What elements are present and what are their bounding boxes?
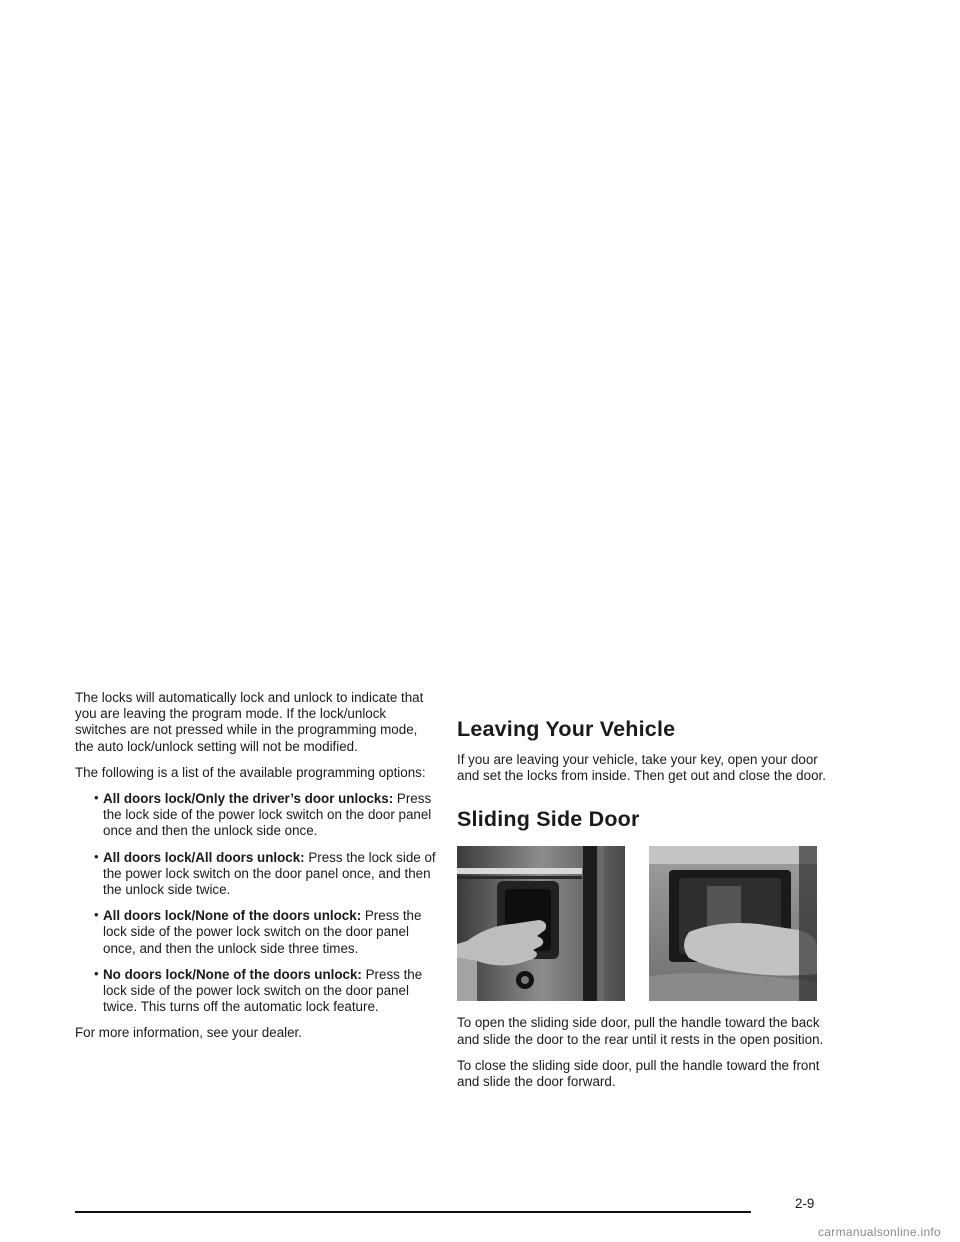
list-item: [75, 791, 437, 840]
dealer-paragraph: For more information, see your dealer.: [75, 1025, 302, 1041]
bullet-icon: •: [94, 965, 99, 981]
sliding-door-heading: Sliding Side Door: [457, 807, 640, 832]
option-text: Press the lock side of the power lock switch on the door panel once and then the unlock side once.: [103, 791, 432, 839]
option-term: All doors lock/All doors unlock:: [103, 849, 305, 865]
right-column: [457, 716, 827, 1100]
option-term: No doors lock/None of the doors unlock:: [103, 966, 362, 982]
intro-paragraph: The locks will automatically lock and unlock to indicate that you are leaving the program mode. If the lock/unlock switches are not pressed while in the programming mode, the auto lock/unlock setting will not be modified.: [75, 690, 424, 754]
leaving-vehicle-paragraph: If you are leaving your vehicle, take your key, open your door and set the locks from inside. Then get out and close the door.: [457, 752, 826, 784]
options-intro-paragraph: The following is a list of the available programming options:: [75, 764, 426, 780]
left-column: [75, 690, 437, 1052]
door-handle-outside-photo: [457, 846, 625, 1001]
option-text: Press the lock side of the power lock switch on the door panel once, and then the unlock side three times.: [103, 908, 422, 956]
option-term: All doors lock/None of the doors unlock:: [103, 908, 362, 924]
bullet-icon: •: [94, 848, 99, 864]
bullet-icon: •: [94, 790, 99, 806]
open-door-paragraph: To open the sliding side door, pull the handle toward the back and slide the door to the rear until it rests in the open position.: [457, 1015, 824, 1047]
sliding-door-photos: [457, 846, 827, 1001]
list-item: [75, 967, 437, 1016]
leaving-vehicle-heading: Leaving Your Vehicle: [457, 717, 676, 741]
option-text: Press the lock side of the power lock switch on the door panel once, and then the unlock side twice.: [103, 849, 436, 898]
option-term: All doors lock/Only the driver’s door unlocks:: [103, 791, 394, 807]
page-number: 2-9: [795, 1196, 815, 1211]
door-handle-inside-photo: [649, 846, 817, 1001]
footer-rule: [75, 1211, 751, 1213]
option-text: Press the lock side of the power lock switch on the door panel twice. This turns off the automatic lock feature.: [103, 966, 423, 1015]
list-item: [75, 908, 437, 957]
bullet-icon: •: [94, 907, 99, 923]
list-item: [75, 850, 437, 899]
watermark: carmanualsonline.info: [818, 1225, 942, 1239]
close-door-paragraph: To close the sliding side door, pull the handle toward the front and slide the door forward.: [457, 1057, 820, 1090]
programming-options-list: [75, 791, 437, 1015]
